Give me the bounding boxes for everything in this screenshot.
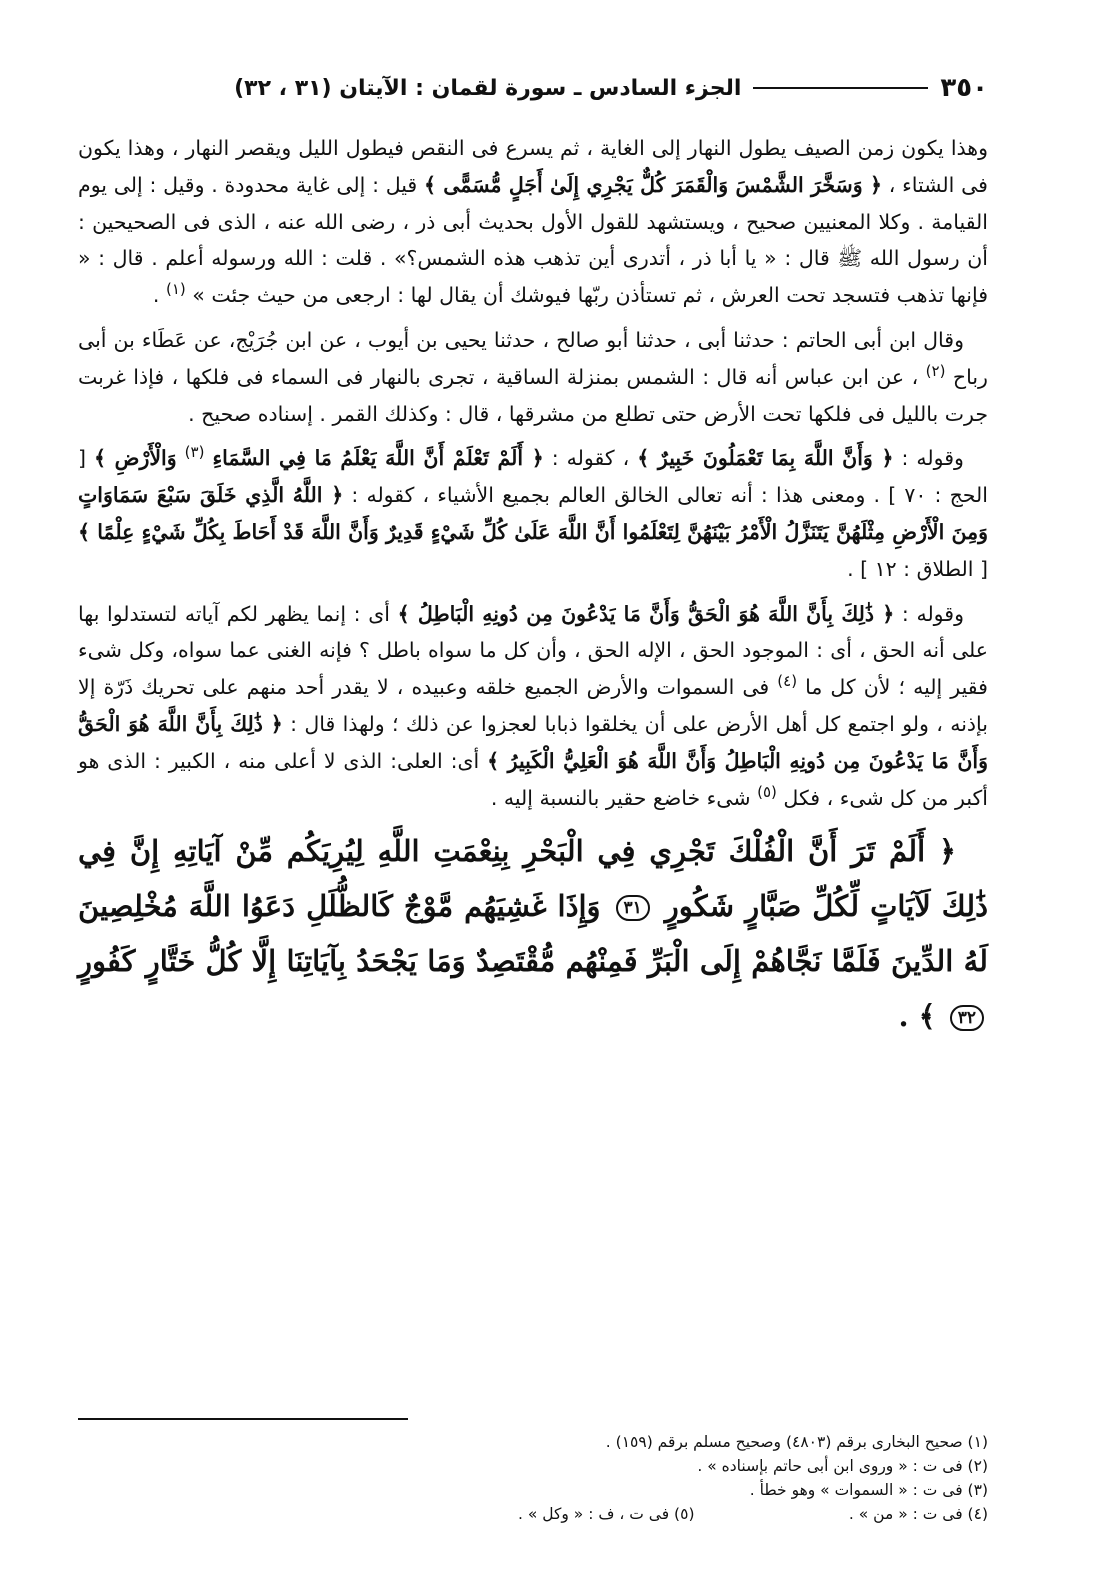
- quran-quote: ﴿ ذَٰلِكَ بِأَنَّ اللَّهَ هُوَ الْحَقُّ وَأَنَّ مَا يَدْعُونَ مِن دُونِهِ الْبَاطِلُ وَأَنَّ اللَّهَ هُوَ الْعَلِيُّ الْكَبِيرُ ﴾: [78, 711, 988, 773]
- paragraph-text: ، عن ابن عباس أنه قال : الشمس بمنزلة الساقية ، تجرى بالنهار فى السماء فى فلكها ، فإذا غربت جرت بالليل فى فلكها تحت الأرض حتى تطلع من مشرقها ، قال : وكذلك القمر . إسناده صحيح .: [78, 364, 988, 426]
- quran-quote: ﴿ وَأَنَّ اللَّهَ بِمَا تَعْمَلُونَ خَبِيرٌ ﴾: [637, 446, 894, 471]
- page-header: [78, 68, 988, 108]
- header-rule: [753, 87, 928, 89]
- paragraph-text: وهذا يكون زمن الصيف يطول النهار إلى الغاية ، ثم يسرع فى النقص فيطول الليل ويقصر النهار ، وهذا يكون فى الشتاء ،: [78, 136, 988, 197]
- book-page: [78, 68, 988, 1523]
- paragraph-1: [78, 130, 988, 314]
- paragraph-text: شىء خاضع حقير بالنسبة إليه .: [490, 785, 751, 810]
- quran-verse-block: [78, 824, 988, 1044]
- paragraph-text: .: [152, 283, 160, 308]
- paragraph-text: أى : إنما يظهر لكم آياته لتستدلوا بها على أنه الحق ، أى : الموجود الحق ، الإله الحق ، وأن كل ما سواه باطل ؟ فإنه الغنى عما سواه، وكل شىء فقير إليه ؛ لأن كل ما: [78, 601, 988, 700]
- footnote-2: (٢) فى ت : « وروى ابن أبى حاتم بإسناده » .: [697, 1457, 988, 1475]
- footnote-5: (٥) فى ت ، ف : « وكل » .: [518, 1505, 695, 1523]
- quran-quote: وَالْأَرْضِ ﴾: [94, 446, 177, 471]
- paragraph-text: وقوله :: [901, 601, 964, 626]
- ayah-number-badge: ٣٢: [950, 1005, 984, 1031]
- quran-quote: ﴿ وَسَخَّرَ الشَّمْسَ وَالْقَمَرَ كُلٌّ يَجْرِي إِلَىٰ أَجَلٍ مُّسَمًّى ﴾: [423, 172, 882, 197]
- footnote-3: (٣) فى ت : « السموات » وهو خطأ .: [749, 1481, 988, 1499]
- running-title: الجزء السادس ـ سورة لقمان : الآيتان (٣١ ، ٣٢): [234, 75, 742, 101]
- paragraph-text: أى: العلى: الذى لا أعلى منه ، الكبير : الذى هو أكبر من كل شىء ، فكل: [78, 748, 988, 810]
- paragraph-text: وقوله :: [901, 446, 964, 471]
- page-number: ٣٥٠: [940, 73, 988, 103]
- paragraph-3: [78, 440, 988, 587]
- footnote-ref[interactable]: (١): [165, 280, 186, 299]
- paragraph-4: [78, 596, 988, 817]
- quran-quote: ﴿ اللَّهُ الَّذِي خَلَقَ سَبْعَ سَمَاوَاتٍ وَمِنَ الْأَرْضِ مِثْلَهُنَّ يَتَنَزَّلُ الْأَمْرُ بَيْنَهُنَّ لِتَعْلَمُوا أَنَّ اللَّهَ عَلَىٰ كُلِّ شَيْءٍ قَدِيرٌ وَأَنَّ اللَّهَ قَدْ أَحَاطَ بِكُلِّ شَيْءٍ عِلْمًا ﴾: [78, 483, 988, 544]
- footnote-ref[interactable]: (٢): [925, 361, 946, 380]
- paragraph-text: قيل : إلى غاية محدودة . وقيل : إلى يوم القيامة . وكلا المعنيين صحيح ، ويستشهد للقول الأول بحديث أبى ذر ، رضى الله عنه ، الذى فى الصحيحين : أن رسول الله ﷺ قال : « يا أبا ذر ، أتدرى أين تذهب هذه الشمس؟» . قلت : الله ورسوله أعلم . قال : « فإنها تذهب فتسجد تحت العرش ، ثم تستأذن ربّها فيوشك أن يقال لها : ارجعى من حيث جئت »: [78, 172, 988, 308]
- footnote-row: [78, 1502, 988, 1526]
- footnote-separator: [78, 1418, 408, 1420]
- verse-text: ﴾ .: [898, 999, 936, 1034]
- main-text: [78, 130, 988, 1044]
- verse-text: ﴿ أَلَمْ تَرَ أَنَّ الْفُلْكَ تَجْرِي فِي الْبَحْرِ بِنِعْمَتِ اللَّهِ لِيُرِيَكُم مِّنْ آيَاتِهِ إِنَّ فِي ذَٰلِكَ لَآيَاتٍ لِّكُلِّ صَبَّارٍ شَكُورٍ: [78, 834, 988, 924]
- paragraph-text: فى السموات والأرض الجميع خلقه وعبيده ، لا يقدر أحد منهم على تحريك ذَرّة إلا بإذنه ، ولو اجتمع كل أهل الأرض على أن يخلقوا ذبابا لعجزوا عن ذلك ؛ ولهذا قال :: [78, 675, 988, 736]
- paragraph-text: وقال ابن أبى الحاتم : حدثنا أبى ، حدثنا أبو صالح ، حدثنا يحيى بن أيوب ، عن ابن جُرَيْج، عن عَطَاء بن أبى رباح: [78, 327, 988, 389]
- paragraph-text: ، كقوله :: [551, 446, 630, 471]
- quran-quote: ﴿ ذَٰلِكَ بِأَنَّ اللَّهَ هُوَ الْحَقُّ وَأَنَّ مَا يَدْعُونَ مِن دُونِهِ الْبَاطِلُ ﴾: [397, 601, 895, 626]
- footnote-1: (١) صحيح البخارى برقم (٤٨٠٣) وصحيح مسلم برقم (١٥٩) .: [605, 1433, 988, 1451]
- paragraph-text: [ الحج : ٧٠ ] . ومعنى هذا : أنه تعالى الخالق العالم بجميع الأشياء ، كقوله :: [78, 446, 988, 508]
- footnote-ref[interactable]: (٤): [777, 672, 798, 691]
- footnote-ref[interactable]: (٣): [184, 443, 205, 462]
- verse-text: وَإِذَا غَشِيَهُم مَّوْجٌ كَالظُّلَلِ دَعَوُا اللَّهَ مُخْلِصِينَ لَهُ الدِّينَ فَلَمَّا نَجَّاهُمْ إِلَى الْبَرِّ فَمِنْهُم مُّقْتَصِدٌ وَمَا يَجْحَدُ بِآيَاتِنَا إِلَّا كُلُّ خَتَّارٍ كَفُورٍ: [78, 889, 988, 979]
- footnotes: [78, 1430, 988, 1526]
- footnote-ref[interactable]: (٥): [757, 782, 777, 801]
- paragraph-2: [78, 322, 988, 432]
- footnote-4: (٤) فى ت : « من » .: [848, 1505, 988, 1523]
- paragraph-text: [ الطلاق : ١٢ ] .: [847, 556, 988, 581]
- ayah-number-badge: ٣١: [616, 895, 650, 921]
- quran-quote: ﴿ أَلَمْ تَعْلَمْ أَنَّ اللَّهَ يَعْلَمُ مَا فِي السَّمَاءِ: [212, 446, 544, 471]
